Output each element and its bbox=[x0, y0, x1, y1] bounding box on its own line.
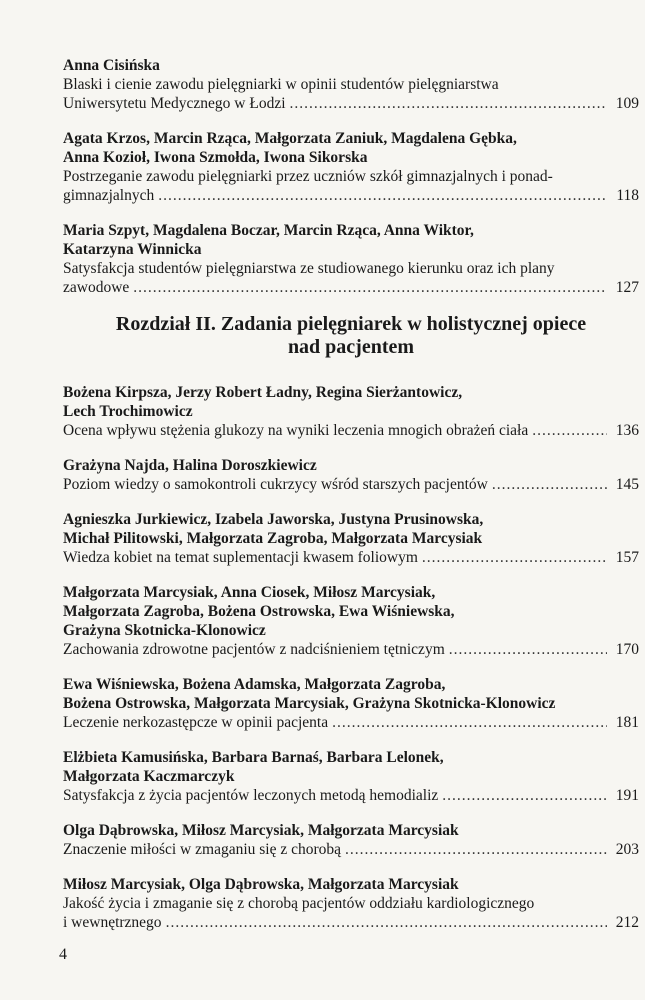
toc-entry bbox=[63, 383, 639, 440]
entry-page-number: 170 bbox=[615, 641, 639, 658]
entry-authors: Maria Szpyt, Magdalena Boczar, Marcin Rząca, Anna Wiktor, bbox=[63, 222, 474, 239]
dot-leader bbox=[133, 278, 607, 297]
entry-page-number: 203 bbox=[615, 841, 639, 858]
entry-authors: Ewa Wiśniewska, Bożena Adamska, Małgorzata Zagroba, bbox=[63, 676, 446, 693]
chapter-heading-line1: Rozdział II. Zadania pielęgniarek w holistycznej opiece bbox=[115, 313, 587, 335]
entry-page-number: 127 bbox=[615, 279, 639, 296]
toc-entry bbox=[63, 748, 639, 805]
entry-authors: Bożena Ostrowska, Małgorzata Marcysiak, Grażyna Skotnicka-Klonowicz bbox=[63, 695, 556, 712]
table-of-contents bbox=[63, 56, 639, 948]
entry-authors: Elżbieta Kamusińska, Barbara Barnaś, Barbara Lelonek, bbox=[63, 749, 444, 766]
entry-title-with-page bbox=[63, 94, 639, 113]
entries-before-chapter bbox=[63, 56, 639, 297]
entry-page-number: 136 bbox=[615, 422, 639, 439]
entry-authors: Małgorzata Zagroba, Bożena Ostrowska, Ewa Wiśniewska, bbox=[63, 603, 455, 620]
entry-title-with-page bbox=[63, 278, 639, 297]
entry-authors: Grażyna Najda, Halina Doroszkiewicz bbox=[63, 457, 317, 474]
dot-leader bbox=[449, 640, 607, 659]
page-number: 4 bbox=[59, 946, 67, 963]
entry-title-line: Poziom wiedzy o samokontroli cukrzycy wśród starszych pacjentów bbox=[63, 476, 488, 493]
entry-authors: Bożena Kirpsza, Jerzy Robert Ładny, Regina Sierżantowicz, bbox=[63, 384, 463, 401]
entry-authors: Anna Cisińska bbox=[63, 57, 160, 74]
entry-title-line: Znaczenie miłości w zmaganiu się z chorobą bbox=[63, 841, 342, 858]
dot-leader bbox=[532, 421, 607, 440]
chapter-heading-line2: nad pacjentem bbox=[287, 336, 415, 358]
entry-title-with-page bbox=[63, 640, 639, 659]
dot-leader bbox=[158, 186, 607, 205]
entry-authors: Anna Kozioł, Iwona Szmołda, Iwona Sikorska bbox=[63, 149, 368, 166]
entry-title-with-page bbox=[63, 786, 639, 805]
entry-title-with-page bbox=[63, 421, 639, 440]
entry-authors: Grażyna Skotnicka-Klonowicz bbox=[63, 622, 266, 639]
entry-page-number: 118 bbox=[616, 187, 639, 204]
entry-authors: Małgorzata Kaczmarczyk bbox=[63, 768, 235, 785]
entry-title-line: Uniwersytetu Medycznego w Łodzi bbox=[63, 95, 286, 112]
entries-after-chapter bbox=[63, 383, 639, 932]
toc-entry bbox=[63, 821, 639, 859]
toc-entry bbox=[63, 456, 639, 494]
dot-leader bbox=[166, 913, 607, 932]
entry-title-line: Ocena wpływu stężenia glukozy na wyniki leczenia mnogich obrażeń ciała bbox=[63, 422, 529, 439]
entry-title-line: Jakość życia i zmaganie się z chorobą pacjentów oddziału kardiologicznego bbox=[63, 895, 535, 912]
entry-title-with-page bbox=[63, 548, 639, 567]
entry-title-line: gimnazjalnych bbox=[63, 187, 155, 204]
entry-authors: Katarzyna Winnicka bbox=[63, 241, 202, 258]
entry-authors: Olga Dąbrowska, Miłosz Marcysiak, Małgorzata Marcysiak bbox=[63, 822, 459, 839]
toc-entry bbox=[63, 56, 639, 113]
dot-leader bbox=[345, 840, 607, 859]
entry-authors: Agata Krzos, Marcin Rząca, Małgorzata Zaniuk, Magdalena Gębka, bbox=[63, 130, 517, 147]
dot-leader bbox=[442, 786, 607, 805]
entry-title-line: Satysfakcja z życia pacjentów leczonych metodą hemodializ bbox=[63, 787, 439, 804]
entry-page-number: 191 bbox=[615, 787, 639, 804]
entry-authors: Michał Pilitowski, Małgorzata Zagroba, Małgorzata Marcysiak bbox=[63, 530, 483, 547]
toc-entry bbox=[63, 221, 639, 297]
entry-title-with-page bbox=[63, 713, 639, 732]
entry-authors: Miłosz Marcysiak, Olga Dąbrowska, Małgorzata Marcysiak bbox=[63, 876, 459, 893]
entry-title-with-page bbox=[63, 475, 639, 494]
entry-page-number: 212 bbox=[615, 914, 639, 931]
entry-title-line: Wiedza kobiet na temat suplementacji kwasem foliowym bbox=[63, 549, 418, 566]
entry-title-line: zawodowe bbox=[63, 279, 130, 296]
entry-title-line: i wewnętrznego bbox=[63, 914, 162, 931]
entry-page-number: 157 bbox=[615, 549, 639, 566]
entry-page-number: 181 bbox=[615, 714, 639, 731]
entry-title-with-page bbox=[63, 840, 639, 859]
dot-leader bbox=[422, 548, 607, 567]
chapter-heading bbox=[63, 313, 639, 359]
entry-page-number: 145 bbox=[615, 476, 639, 493]
entry-title-line: Leczenie nerkozastępcze w opinii pacjenta bbox=[63, 714, 329, 731]
toc-entry bbox=[63, 675, 639, 732]
toc-entry bbox=[63, 583, 639, 659]
toc-entry bbox=[63, 875, 639, 932]
entry-title-line: Zachowania zdrowotne pacjentów z nadciśnieniem tętniczym bbox=[63, 641, 445, 658]
entry-page-number: 109 bbox=[615, 95, 639, 112]
entry-authors: Małgorzata Marcysiak, Anna Ciosek, Miłosz Marcysiak, bbox=[63, 584, 436, 601]
toc-entry bbox=[63, 510, 639, 567]
dot-leader bbox=[290, 94, 607, 113]
entry-authors: Lech Trochimowicz bbox=[63, 403, 193, 420]
dot-leader bbox=[492, 475, 607, 494]
toc-entry bbox=[63, 129, 639, 205]
entry-title-line: Postrzeganie zawodu pielęgniarki przez uczniów szkół gimnazjalnych i ponad- bbox=[63, 168, 553, 185]
entry-authors: Agnieszka Jurkiewicz, Izabela Jaworska, Justyna Prusinowska, bbox=[63, 511, 484, 528]
entry-title-line: Blaski i cienie zawodu pielęgniarki w opinii studentów pielęgniarstwa bbox=[63, 76, 499, 93]
entry-title-with-page bbox=[63, 913, 639, 932]
dot-leader bbox=[332, 713, 607, 732]
entry-title-with-page bbox=[63, 186, 639, 205]
entry-title-line: Satysfakcja studentów pielęgniarstwa ze studiowanego kierunku oraz ich plany bbox=[63, 260, 555, 277]
